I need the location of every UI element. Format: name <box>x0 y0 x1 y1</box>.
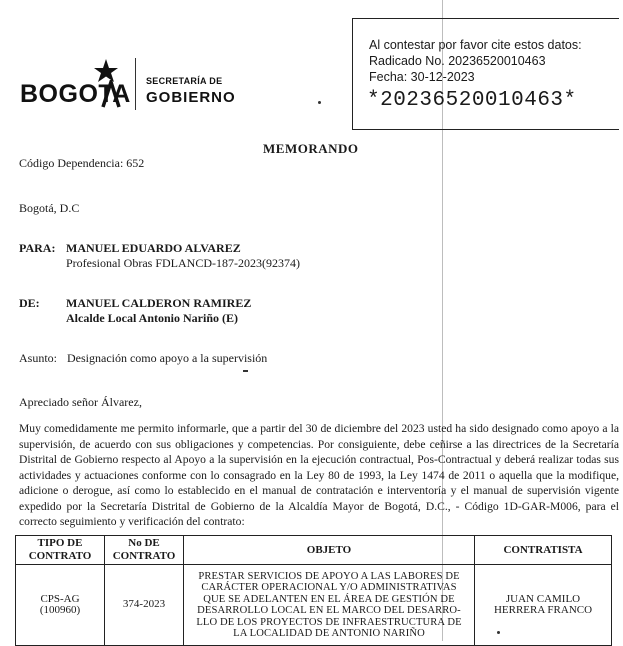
cell-numero: 374-2023 <box>105 565 184 646</box>
table-header-row <box>16 536 612 565</box>
de-role: Alcalde Local Antonio Nariño (E) <box>66 311 239 325</box>
city-line: Bogotá, D.C <box>19 201 80 215</box>
para-label: PARA: <box>19 241 56 255</box>
de-label: DE: <box>19 296 40 310</box>
asunto-text: Designación como apoyo a la supervisión <box>67 351 268 365</box>
objeto-line: CARÁCTER OPERACIONAL Y/O ADMINISTRATIVAS <box>201 582 457 593</box>
logo-divider <box>135 58 136 110</box>
dependency-code: Código Dependencia: 652 <box>19 156 145 170</box>
header-tipo <box>16 536 105 565</box>
contratista-l2: HERRERA FRANCO <box>493 604 593 616</box>
logo-secretaria-line1: SECRETARÍA DE <box>146 76 223 86</box>
stamp-fecha: Fecha: 30-12-2023 <box>369 70 475 84</box>
header-numero <box>105 536 184 565</box>
para-role: Profesional Obras FDLANCD-187-2023(92374) <box>66 256 300 270</box>
objeto-line: LLO DE LOS PROYECTOS DE INFRAESTRUCTURA DE <box>196 616 462 628</box>
objeto-line: LA LOCALIDAD DE ANTONIO NARIÑO <box>233 628 425 639</box>
memo-title: MEMORANDO <box>263 141 359 156</box>
cell-contratista <box>475 565 612 646</box>
scan-speck <box>318 101 321 104</box>
header-tipo-l1: TIPO DE <box>37 537 83 549</box>
objeto-line: DESARROLLO LOCAL EN EL MARCO DEL DESARRO- <box>197 605 461 616</box>
objeto-line: PRESTAR SERVICIOS DE APOYO A LAS LABORES DE <box>198 570 460 582</box>
header-no-l2: CONTRATO <box>112 550 176 562</box>
cell-tipo-l1: CPS-AG <box>40 592 80 605</box>
scan-speck <box>497 631 500 634</box>
stamp-barcode-text: *20236520010463* <box>367 89 577 112</box>
greeting: Apreciado señor Álvarez, <box>19 395 142 409</box>
table-row <box>16 565 612 646</box>
header-tipo-l2: CONTRATO <box>28 550 92 562</box>
logo-slash-icon <box>101 80 121 108</box>
header-objeto: OBJETO <box>184 536 475 565</box>
objeto-line: QUE SE ADELANTEN EN EL ÁREA DE GESTIÓN DE <box>203 593 455 605</box>
header-no-l1: No DE <box>128 537 160 549</box>
stamp-radicado: Radicado No. 20236520010463 <box>369 54 546 68</box>
cell-tipo-l2: (100960) <box>39 604 81 616</box>
asunto-label: Asunto: <box>19 351 58 365</box>
contratista-l1: JUAN CAMILO <box>505 592 581 605</box>
radicado-stamp <box>352 18 619 130</box>
stamp-line-1: Al contestar por favor cite estos datos: <box>369 38 582 52</box>
logo-secretaria-line2: GOBIERNO <box>146 89 236 106</box>
header-contratista: CONTRATISTA <box>475 536 612 565</box>
de-name: MANUEL CALDERON RAMIREZ <box>66 296 252 310</box>
scan-mark <box>243 370 248 372</box>
bogota-logo-text: BOGOTA <box>20 80 131 108</box>
body-paragraph: Muy comedidamente me permito informarle, que a partir del 30 de diciembre del 2023 usted ha sido designado como apoyo a la supervisión, de acuerdo con sus obligaciones y competencias. Por consiguiente, debe ceñirse a las directrices de la Secretaría Distrital de Gobierno respecto al Apoyo a la supervisión en la ejecución contractual, Pos-Contractual y deberá realizar todas sus actividades y actuaciones conforme con lo consagrado en la Ley 80 de 1993, la Ley 1474 de 2011 o aquella que la modifique, adicione o derogue, así como lo establecido en el manual de contratación e interventoría y el manual de supervisión vigente expedido por la Secretaría Distrital de Gobierno de la Alcaldía Mayor de Bogotá, D.C., - Código 1D-GAR-M006, para el correcto seguimiento y verificación del contrato: <box>19 422 619 528</box>
contract-table <box>15 535 612 646</box>
para-name: MANUEL EDUARDO ALVAREZ <box>66 241 241 255</box>
cell-objeto <box>184 565 475 646</box>
cell-tipo <box>16 565 105 646</box>
